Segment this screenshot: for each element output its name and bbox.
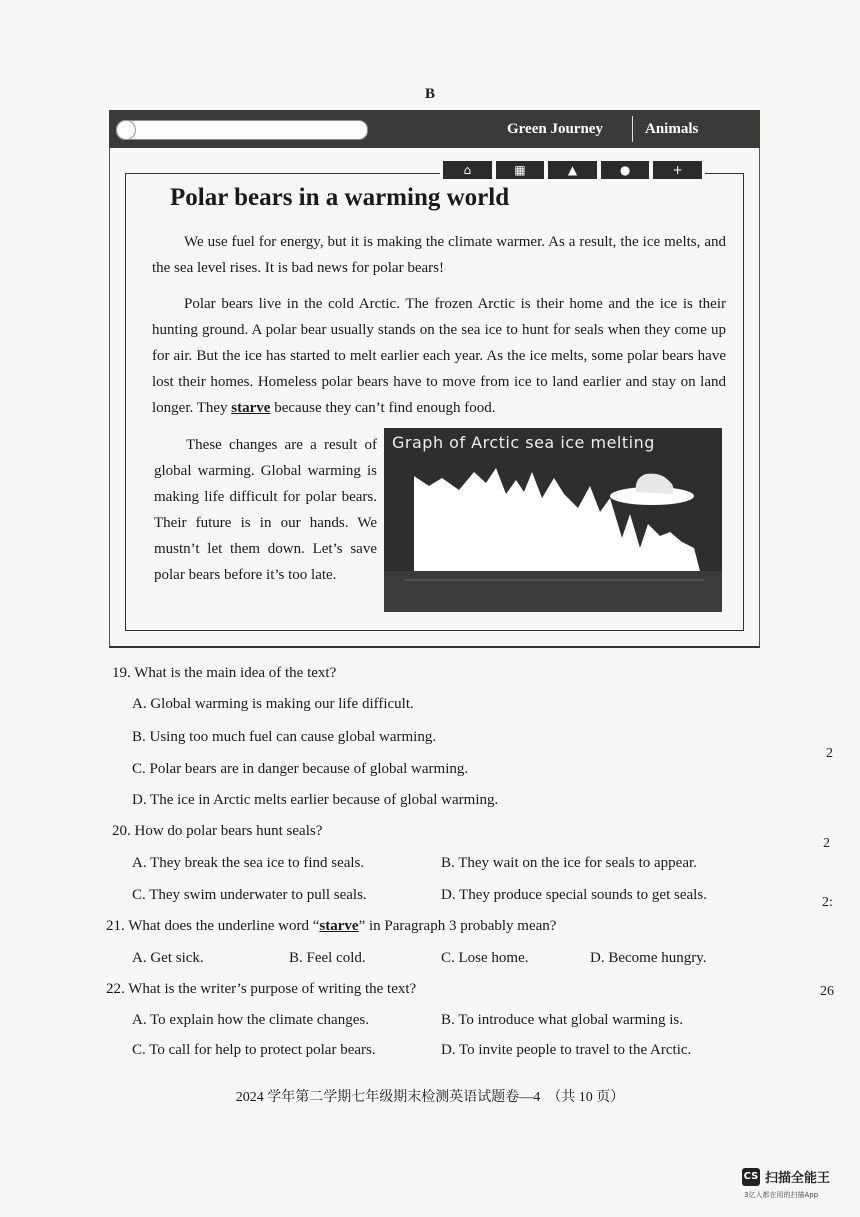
search-dot-icon	[116, 120, 136, 140]
scanner-app-name: 扫描全能王	[765, 1171, 831, 1186]
question-20-option-d: D. They produce special sounds to get seals.	[441, 887, 707, 903]
home-icon[interactable]: ⌂	[443, 161, 492, 179]
question-19-option-a: A. Global warming is making our life difficult.	[132, 696, 414, 712]
header-green-journey[interactable]: Green Journey	[507, 121, 603, 137]
question-20-option-c: C. They swim underwater to pull seals.	[132, 887, 367, 903]
paragraph-3: These changes are a result of global warming. Global warming is making life difficult for polar bears. Their future is in our hands. We mustn’t let them down. Let’s save polar bears before it’s too late.	[154, 437, 377, 583]
margin-number: 2:	[822, 895, 833, 910]
site-header-bar	[109, 110, 760, 148]
nav-toolbar	[440, 161, 705, 181]
question-19-option-c: C. Polar bears are in danger because of global warming.	[132, 761, 469, 777]
question-22-stem: 22. What is the writer’s purpose of writing the text?	[106, 981, 417, 997]
header-divider	[632, 116, 633, 142]
grid-icon[interactable]: ▦	[496, 161, 545, 179]
question-19-option-b: B. Using too much fuel can cause global warming.	[132, 729, 437, 745]
question-20-option-b: B. They wait on the ice for seals to appear.	[441, 855, 697, 871]
margin-number: 2	[826, 746, 833, 761]
question-22-option-a: A. To explain how the climate changes.	[132, 1012, 369, 1028]
question-21-option-b: B. Feel cold.	[289, 950, 366, 966]
question-20-stem: 20. How do polar bears hunt seals?	[112, 823, 323, 839]
question-22-option-b: B. To introduce what global warming is.	[441, 1012, 683, 1028]
section-letter: B	[424, 86, 435, 102]
margin-number: 26	[820, 984, 834, 999]
question-19-stem: 19. What is the main idea of the text?	[112, 665, 337, 681]
starve-word-question: starve	[319, 918, 359, 934]
margin-number: 2	[823, 836, 830, 851]
question-22-option-d: D. To invite people to travel to the Arctic.	[441, 1042, 692, 1058]
question-21-option-a: A. Get sick.	[132, 950, 204, 966]
question-22-option-c: C. To call for help to protect polar bears.	[132, 1042, 376, 1058]
article-title: Polar bears in a warming world	[170, 184, 510, 211]
camscanner-logo-icon: CS	[742, 1168, 760, 1186]
question-21-option-d: D. Become hungry.	[590, 950, 707, 966]
starve-word: starve	[231, 400, 271, 416]
question-21-option-c: C. Lose home.	[441, 950, 529, 966]
search-bar[interactable]	[116, 120, 368, 140]
question-19-option-d: D. The ice in Arctic melts earlier because of global warming.	[132, 792, 499, 808]
scanner-watermark	[742, 1167, 830, 1186]
scanner-tagline: 3亿人都在用的扫描App	[744, 1191, 819, 1199]
arctic-ice-graph-image	[384, 428, 722, 612]
question-20-option-a: A. They break the sea ice to find seals.	[132, 855, 365, 871]
question-21-stem: 21. What does the underline word “starve” in Paragraph 3 probably mean?	[106, 918, 557, 934]
page-footer: 2024 学年第二学期七年级期末检测英语试题卷—4 （共 10 页）	[235, 1090, 625, 1105]
chat-icon[interactable]: ●	[601, 161, 650, 179]
header-animals[interactable]: Animals	[645, 121, 699, 137]
paragraph-1: We use fuel for energy, but it is making the climate warmer. As a result, the ice melts, and the sea level rises. It is bad news for polar bears!	[152, 234, 726, 276]
profile-icon[interactable]: ▲	[548, 161, 597, 179]
paragraph-2: Polar bears live in the cold Arctic. The frozen Arctic is their home and the ice is their hunting ground. A polar bear usually stands on the sea ice to hunt for seals when they come up for air. But the ice has started to melt earlier each year. As the ice melts, some polar bears have lost their homes. Homeless polar bears have to move from ice to land earlier and stay on land longer. They starve because they can’t find enough food.	[152, 296, 726, 416]
plus-icon[interactable]: +	[653, 161, 702, 179]
graph-title: Graph of Arctic sea ice melting	[392, 433, 655, 452]
ice-graph-illustration	[384, 428, 722, 612]
